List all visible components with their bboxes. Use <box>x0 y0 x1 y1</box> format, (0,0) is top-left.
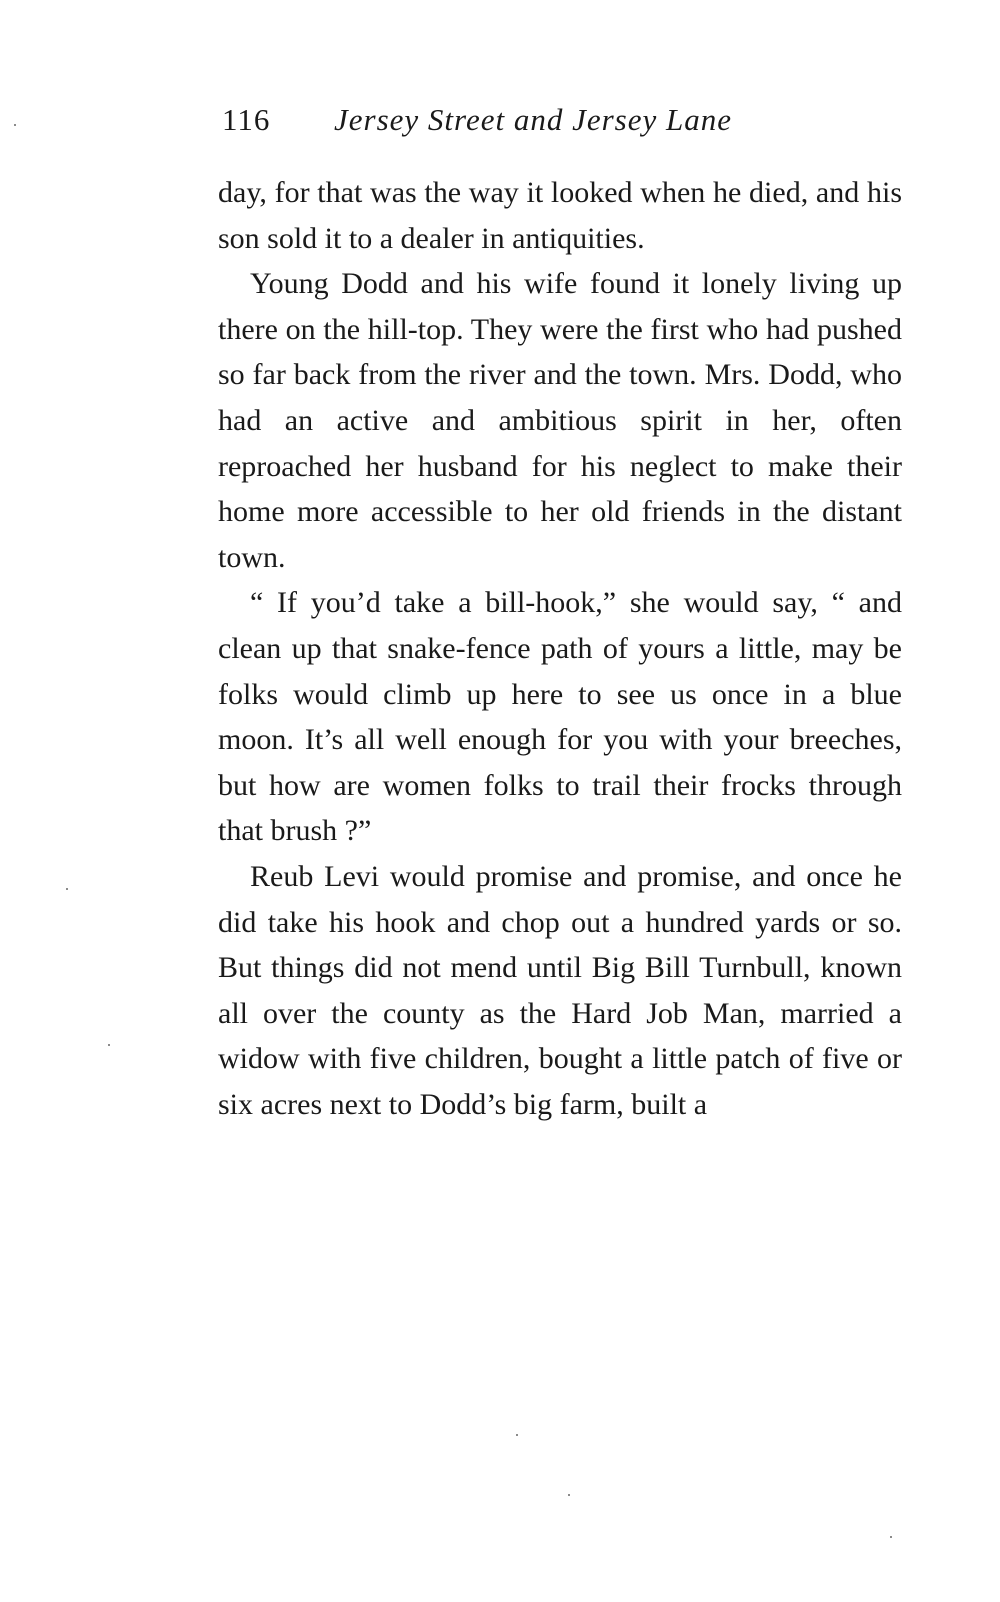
scan-speck <box>516 1434 518 1436</box>
scan-speck <box>66 888 68 890</box>
scan-speck <box>890 1536 892 1538</box>
paragraph-reub-levi: Reub Levi would promise and promise, and once he did take his hook and chop out a hundred yards or so. But things did not mend until Big Bill Turnbull, known all over the county as the Hard Job Man, married a widow with five children, bought a little patch of five or six acres next to Dodd’s big farm, built a <box>218 859 902 1121</box>
paragraph-quote: “ If you’d take a bill-hook,” she would say, “ and clean up that snake-fence path of yours a little, may be folks would climb up here to see us once in a blue moon. It’s all well enough for you with your breeches, but how are women folks to trail their frocks through that brush ?” <box>218 586 902 848</box>
page-header <box>222 98 812 142</box>
paragraph-continuation: day, for that was the way it looked when he died, and his son sold it to a dealer in antiquities. <box>218 176 902 255</box>
running-title: Jersey Street and Jersey Lane <box>334 102 732 137</box>
scan-speck <box>14 124 16 126</box>
body-text <box>218 170 902 1127</box>
paragraph-young-dodd: Young Dodd and his wife found it lonely living up there on the hill-top. They were the first who had pushed so far back from the river and the town. Mrs. Dodd, who had an active and ambitious spirit in her, often reproached her husband for his neglect to make their home more accessible to her old friends in the distant town. <box>218 267 902 574</box>
scan-speck <box>568 1494 570 1496</box>
scan-speck <box>108 1044 110 1046</box>
page-number: 116 <box>222 102 271 137</box>
